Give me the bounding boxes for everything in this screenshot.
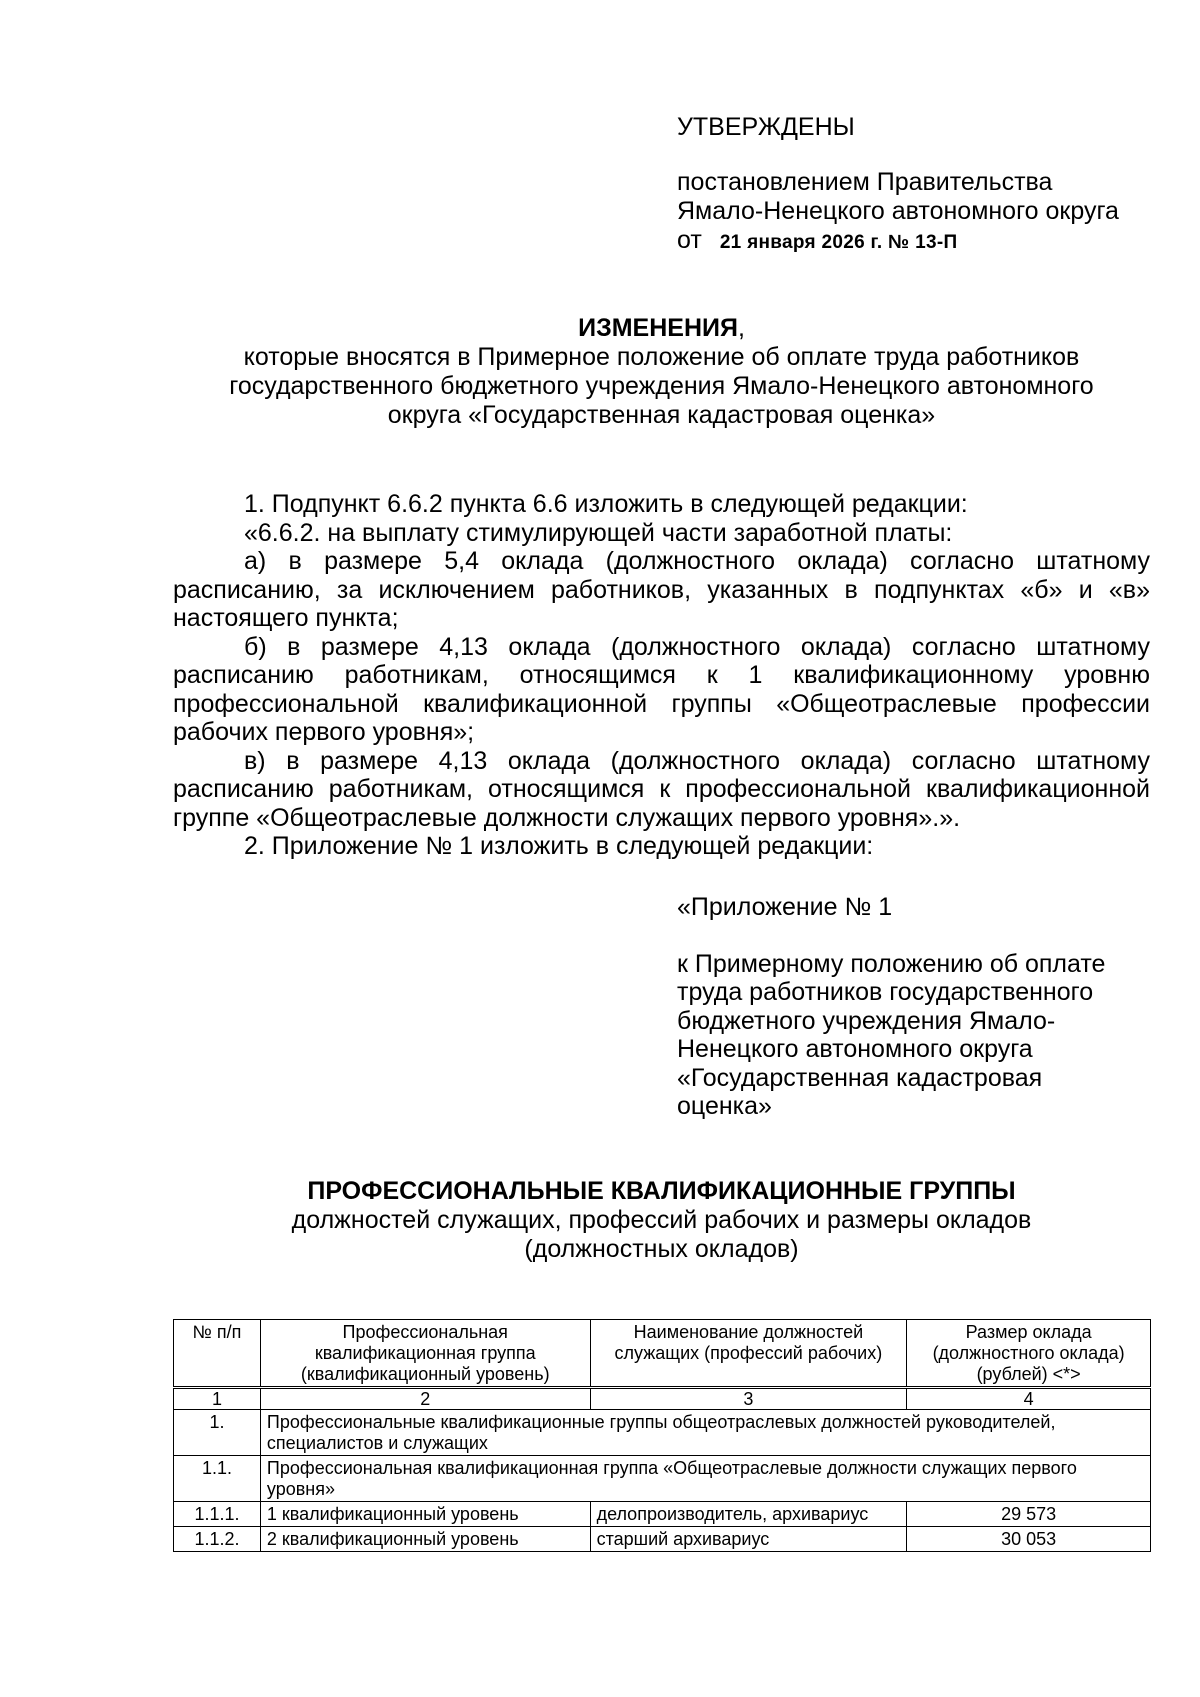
row-number: 1.1. — [174, 1456, 261, 1502]
title-line-1: которые вносятся в Примерное положение об оплате труда работников — [243, 343, 1080, 371]
approval-date-value: 21 января 2026 г. № 13-П — [719, 232, 958, 253]
col-number-3: 3 — [590, 1388, 907, 1410]
qualification-level: 1 квалификационный уровень — [260, 1502, 590, 1527]
table-row-group-1 — [174, 1410, 1151, 1456]
pkg-line-2: (должностных окладов) — [524, 1235, 799, 1263]
header-salary: Размер оклада (должностного оклада) (рублей) <*> — [907, 1320, 1151, 1388]
header-positions: Наименование должностей служащих (профессий рабочих) — [590, 1320, 907, 1388]
table-row — [174, 1527, 1151, 1552]
table-row — [174, 1502, 1151, 1527]
salary-value: 30 053 — [907, 1527, 1151, 1552]
title-line-3: округа «Государственная кадастровая оценка» — [387, 401, 936, 429]
qualification-level: 2 квалификационный уровень — [260, 1527, 590, 1552]
salary-value: 29 573 — [907, 1502, 1151, 1527]
positions: делопроизводитель, архивариус — [590, 1502, 907, 1527]
positions: старший архивариус — [590, 1527, 907, 1552]
appendix-line-6: оценка» — [677, 1092, 772, 1120]
table-column-numbers — [174, 1388, 1151, 1410]
row-number: 1.1.1. — [174, 1502, 261, 1527]
paragraph-v: в) в размере 4,13 оклада (должностного оклада) согласно штатному расписанию работникам, относящимся к профессиональной квалификационной группе «Общеотраслевые должности служащих первого уровня».». — [173, 746, 1150, 832]
paragraph-2-appendix: 2. Приложение № 1 изложить в следующей редакции: — [244, 832, 874, 860]
paragraph-2: «6.6.2. на выплату стимулирующей части заработной платы: — [244, 518, 953, 547]
table-row-group-1-1 — [174, 1456, 1151, 1502]
appendix-heading: «Приложение № 1 — [677, 893, 893, 921]
pkg-line-1: должностей служащих, профессий рабочих и размеры окладов — [291, 1206, 1032, 1234]
appendix-line-1: к Примерному положению об оплате — [677, 949, 1106, 978]
appendix-line-2: труда работников государственного — [677, 978, 1094, 1006]
title-comma: , — [737, 314, 745, 342]
title-heading: ИЗМЕНЕНИЯ — [578, 314, 738, 342]
col-number-4: 4 — [907, 1388, 1151, 1410]
approval-date-line — [677, 226, 1157, 257]
paragraph-b: б) в размере 4,13 оклада (должностного оклада) согласно штатному расписанию работникам, относящимся к 1 квалификационному уровню профессиональной квалификационной группы «Общеотраслевые профессии рабочих первого уровня»; — [173, 632, 1150, 746]
document-title — [173, 314, 1150, 430]
table-header-row — [174, 1320, 1151, 1388]
header-group: Профессиональная квалификационная группа (квалификационный уровень) — [260, 1320, 590, 1388]
group-name: Профессиональная квалификационная группа «Общеотраслевые должности служащих первого уровня» — [260, 1456, 1150, 1502]
title-line-2: государственного бюджетного учреждения Ямало-Ненецкого автономного — [229, 372, 1094, 400]
approval-block — [677, 113, 1157, 257]
paragraph-a: а) в размере 5,4 оклада (должностного оклада) согласно штатному расписанию, за исключением работников, указанных в подпунктах «б» и «в» настоящего пункта; — [173, 547, 1150, 632]
title-heading-line — [173, 314, 1150, 343]
qualification-groups-title — [173, 1177, 1150, 1264]
col-number-2: 2 — [260, 1388, 590, 1410]
approval-date-prefix: от — [677, 226, 702, 254]
pkg-heading: ПРОФЕССИОНАЛЬНЫЕ КВАЛИФИКАЦИОННЫЕ ГРУППЫ — [307, 1177, 1016, 1205]
document-body — [173, 490, 1150, 861]
row-number: 1.1.2. — [174, 1527, 261, 1552]
appendix-line-3: бюджетного учреждения Ямало- — [677, 1006, 1056, 1035]
header-number: № п/п — [174, 1320, 261, 1388]
appendix-line-4: Ненецкого автономного округа — [677, 1035, 1033, 1063]
approval-line-2: Ямало-Ненецкого автономного округа — [677, 197, 1119, 225]
appendix-line-5: «Государственная кадастровая — [677, 1063, 1043, 1092]
approval-heading: УТВЕРЖДЕНЫ — [677, 113, 855, 141]
group-name: Профессиональные квалификационные группы общеотраслевых должностей руководителей, специалистов и служащих — [260, 1410, 1150, 1456]
salary-table — [173, 1319, 1151, 1552]
approval-line-1: постановлением Правительства — [677, 168, 1053, 196]
paragraph-1: 1. Подпункт 6.6.2 пункта 6.6 изложить в следующей редакции: — [244, 490, 968, 518]
appendix-block — [677, 893, 1157, 1121]
col-number-1: 1 — [174, 1388, 261, 1410]
row-number: 1. — [174, 1410, 261, 1456]
